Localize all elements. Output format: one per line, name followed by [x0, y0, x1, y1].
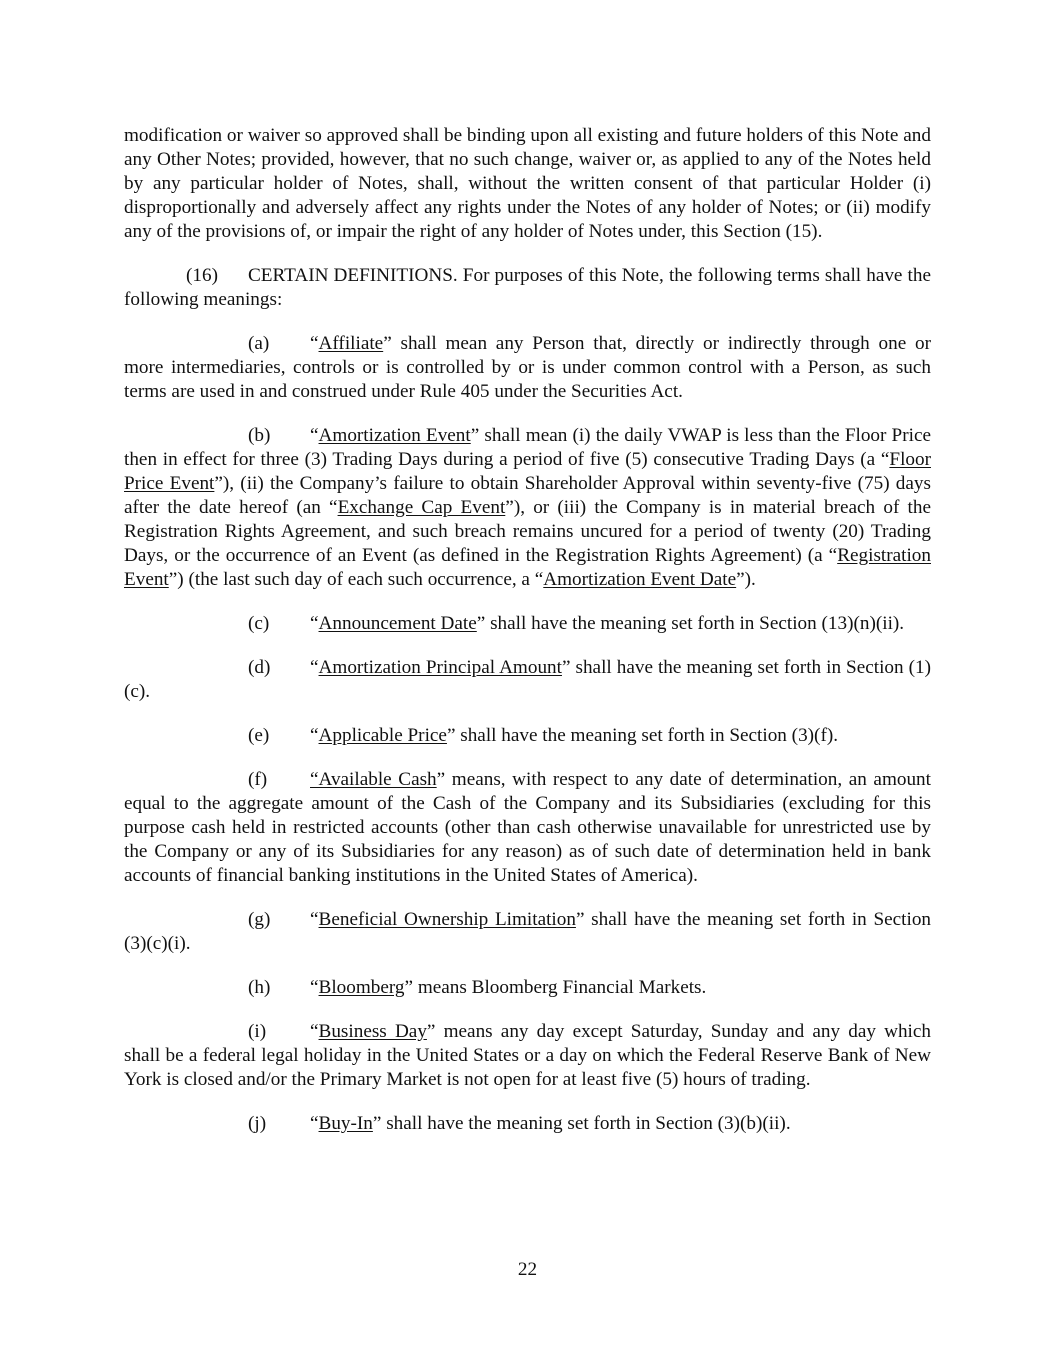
- defined-term: Exchange Cap Event: [337, 497, 506, 518]
- defined-term: Registration Event: [124, 545, 931, 590]
- definition-applicable-price: [124, 724, 931, 748]
- defined-term: Affiliate: [318, 333, 384, 354]
- definition-beneficial-ownership-limitation: [124, 908, 931, 956]
- definition-text: ” means, with respect to any date of determination, an amount equal to the aggregate amount of the Cash of the Company and its Subsidiaries (excluding for this purpose cash held in restricted accounts (other than cash otherwise unavailable for unrestricted use by the Company or any of its Subsidiaries for any reason) as of such date of determination held in bank accounts of financial banking institutions in the United States of America).: [124, 769, 931, 886]
- definition-text: ”).: [736, 569, 756, 590]
- open-quote: “: [310, 977, 319, 998]
- definition-text: ”), (ii) the Company’s failure to obtain Shareholder Approval within seventy-five (75) days after the date hereof (an “: [124, 473, 931, 518]
- definition-amortization-principal-amount: [124, 656, 931, 704]
- definition-label: (i): [248, 1021, 267, 1042]
- defined-term: Beneficial Ownership Limitation: [318, 909, 576, 930]
- definition-announcement-date: [124, 612, 931, 636]
- definition-text: ”) (the last such day of each such occurrence, a “: [168, 569, 544, 590]
- section-text: CERTAIN DEFINITIONS. For purposes of this Note, the following terms shall have the following meanings:: [124, 265, 931, 310]
- defined-term: Applicable Price: [318, 725, 447, 746]
- definition-text: ” shall have the meaning set forth in Section (3)(f).: [446, 725, 839, 746]
- definition-text: ” shall have the meaning set forth in Section (3)(b)(ii).: [372, 1113, 791, 1134]
- open-quote: “: [310, 333, 319, 354]
- document-page: [124, 124, 931, 1156]
- definition-available-cash: [124, 768, 931, 888]
- page-number: 22: [517, 1259, 538, 1280]
- definition-label: (j): [248, 1113, 267, 1134]
- open-quote: “: [310, 425, 319, 446]
- definition-label: (c): [248, 613, 270, 634]
- intro-paragraph: modification or waiver so approved shall be binding upon all existing and future holders of this Note and any Other Notes; provided, however, that no such change, waiver or, as applied to any of the Notes held by any particular holder of Notes, shall, without the written consent of that particular Holder (i) disproportionally and adversely affect any rights under the Notes of any holder of Notes; or (ii) modify any of the provisions of, or impair the right of any holder of Notes under, this Section (15).: [124, 125, 931, 242]
- definition-business-day: [124, 1020, 931, 1092]
- defined-term: Business Day: [318, 1021, 427, 1042]
- defined-term: Floor Price Event: [124, 449, 931, 494]
- definition-text: ” shall mean any Person that, directly or indirectly through one or more intermediaries, controls or is controlled by or is under common control with a Person, as such terms are used in and construed under Rule 405 under the Securities Act.: [124, 333, 931, 402]
- defined-term: Bloomberg: [318, 977, 405, 998]
- definition-label: (e): [248, 725, 270, 746]
- definition-label: (a): [248, 333, 270, 354]
- defined-term: “Available Cash: [310, 769, 437, 790]
- section-16-heading: [124, 264, 931, 312]
- definition-text: ” shall have the meaning set forth in Section (1)(c).: [124, 657, 931, 702]
- definition-text: ” shall have the meaning set forth in Section (13)(n)(ii).: [476, 613, 905, 634]
- definition-label: (f): [248, 769, 268, 790]
- open-quote: “: [310, 1021, 319, 1042]
- open-quote: “: [310, 657, 319, 678]
- open-quote: “: [310, 1113, 319, 1134]
- definition-text: ” shall have the meaning set forth in Section (3)(c)(i).: [124, 909, 932, 954]
- definition-label: (h): [248, 977, 271, 998]
- definition-label: (g): [248, 909, 271, 930]
- definition-amortization-event: [124, 424, 931, 592]
- section-number: (16): [186, 265, 218, 286]
- definition-bloomberg: [124, 976, 931, 1000]
- definition-affiliate: [124, 332, 931, 404]
- definition-text: ” means any day except Saturday, Sunday and any day which shall be a federal legal holiday in the United States or a day on which the Federal Reserve Bank of New York is closed and/or the Primary Market is not open for at least five (5) hours of trading.: [124, 1021, 931, 1090]
- definition-text: ”), or (iii) the Company is in material breach of the Registration Rights Agreement, and such breach remains uncured for a period of twenty (20) Trading Days, or the occurrence of an Event (as defined in the Registration Rights Agreement) (a “: [124, 497, 931, 566]
- definition-buy-in: [124, 1112, 931, 1136]
- definition-text: ” shall mean (i) the daily VWAP is less than the Floor Price then in effect for three (3) Trading Days during a period of five (5) consecutive Trading Days (a “: [124, 425, 931, 470]
- open-quote: “: [310, 613, 319, 634]
- definition-label: (b): [248, 425, 271, 446]
- defined-term: Amortization Event Date: [543, 569, 737, 590]
- defined-term: Buy-In: [318, 1113, 373, 1134]
- defined-term: Amortization Event: [318, 425, 471, 446]
- definition-text: ” means Bloomberg Financial Markets.: [404, 977, 707, 998]
- defined-term: Announcement Date: [318, 613, 477, 634]
- open-quote: “: [310, 909, 319, 930]
- definition-label: (d): [248, 657, 271, 678]
- defined-term: Amortization Principal Amount: [318, 657, 562, 678]
- open-quote: “: [310, 725, 319, 746]
